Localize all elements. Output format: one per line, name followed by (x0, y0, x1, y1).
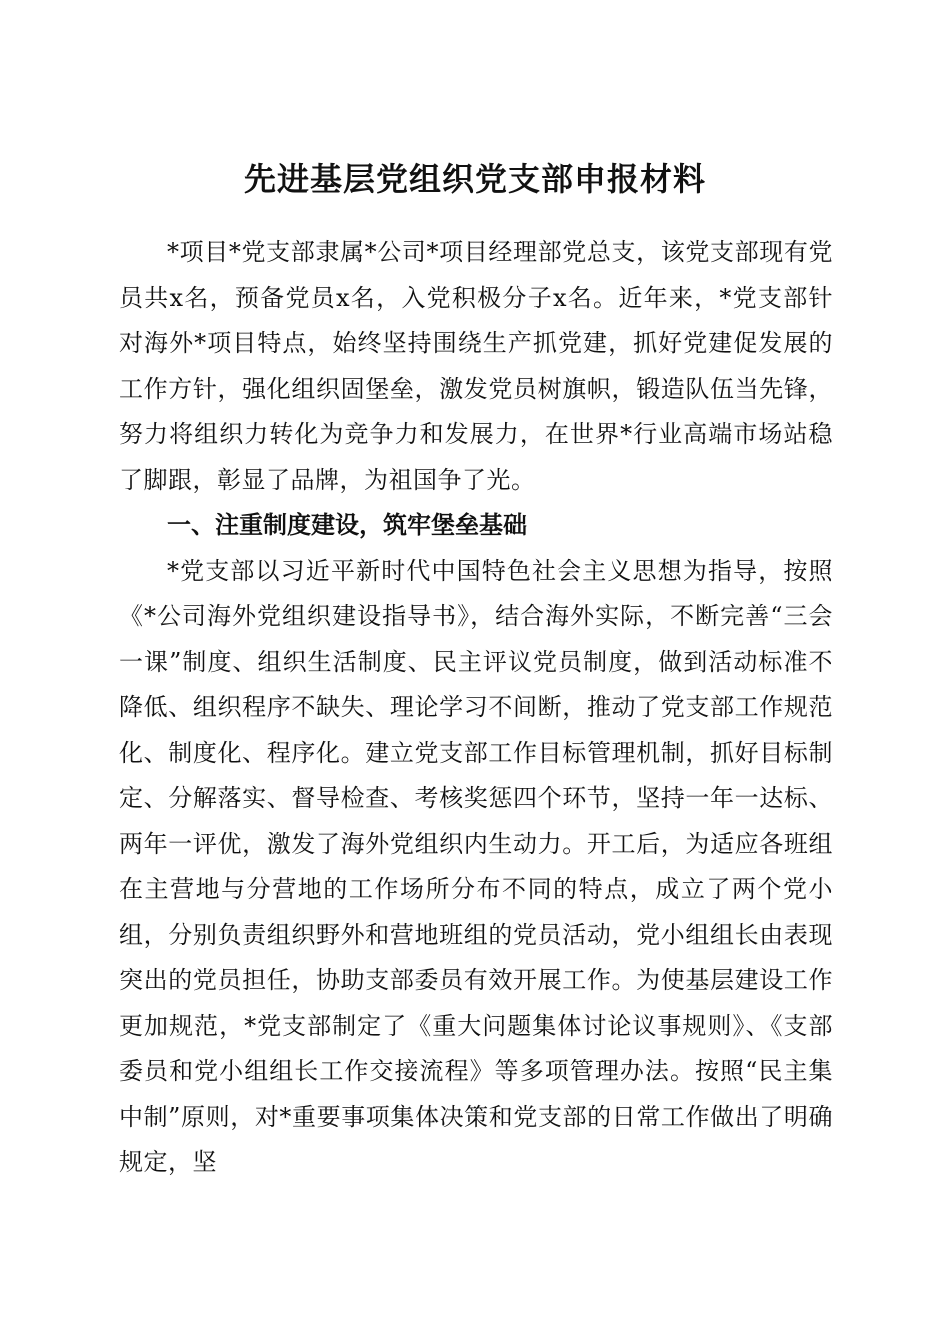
document-title: 先进基层党组织党支部申报材料 (243, 160, 706, 199)
document-body (119, 230, 833, 1186)
intro-paragraph: *项目*党支部隶属*公司*项目经理部党总支，该党支部现有党员共x名，预备党员x名，入党积极分子x名。近年来，*党支部针对海外*项目特点，始终坚持围绕生产抓党建，抓好党建促发展的工作方针，强化组织固堡垒，激发党员树旗帜，锻造队伍当先锋，努力将组织力转化为竞争力和发展力，在世界*行业高端市场站稳了脚跟，彰显了品牌，为祖国争了光。 (119, 238, 833, 494)
section-heading: 一、注重制度建设，筑牢堡垒基础 (167, 511, 527, 539)
section-paragraph: *党支部以习近平新时代中国特色社会主义思想为指导，按照《*公司海外党组织建设指导书》，结合海外实际，不断完善“三会一课”制度、组织生活制度、民主评议党员制度，做到活动标准不降低、组织程序不缺失、理论学习不间断，推动了党支部工作规范化、制度化、程序化。建立党支部工作目标管理机制，抓好目标制定、分解落实、督导检查、考核奖惩四个环节，坚持一年一达标、两年一评优，激发了海外党组织内生动力。开工后，为适应各班组在主营地与分营地的工作场所分布不同的特点，成立了两个党小组，分别负责组织野外和营地班组的党员活动，党小组组长由表现突出的党员担任，协助支部委员有效开展工作。为使基层建设工作更加规范，*党支部制定了《重大问题集体讨论议事规则》、《支部委员和党小组组长工作交接流程》等多项管理办法。按照“民主集中制”原则，对*重要事项集体决策和党支部的日常工作做出了明确规定，坚 (119, 556, 833, 1176)
